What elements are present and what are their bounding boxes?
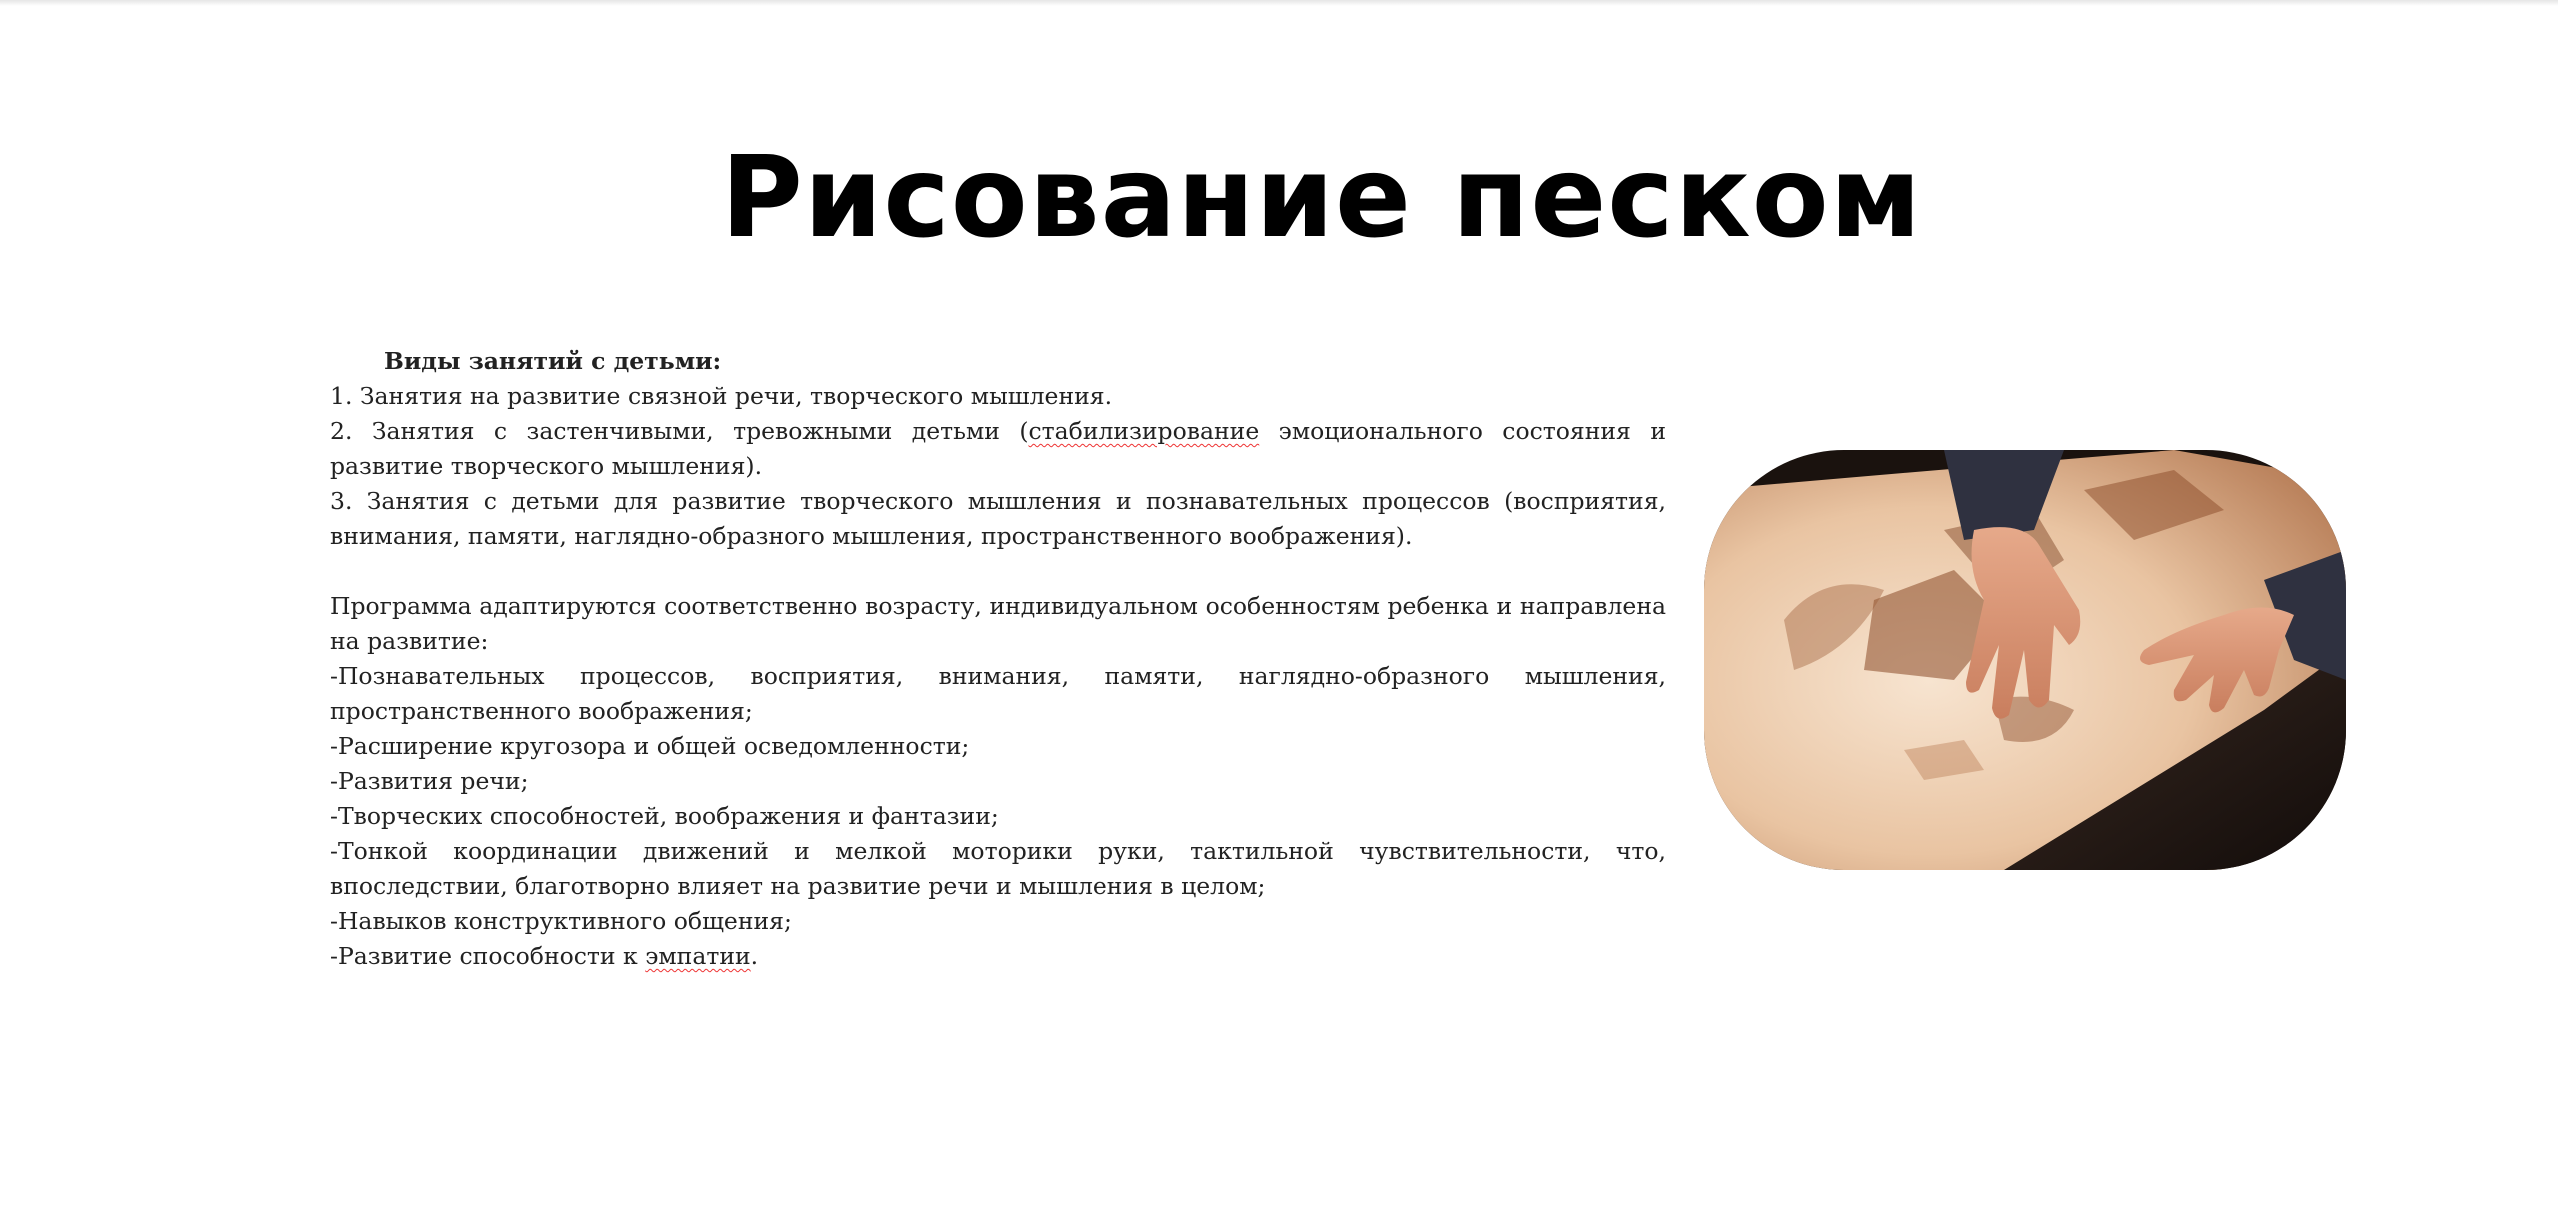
activity-item-3: 3. Занятия с детьми для развитие творческого мышления и познавательных процессов (восприятия, внимания, памяти, наглядно-образного мышления, пространственного воображения).	[330, 487, 1666, 550]
paragraph-spacer	[330, 554, 1666, 589]
program-intro: Программа адаптируются соответственно возрасту, индивидуальном особенностям ребенка и направлена на развитие:	[330, 592, 1666, 655]
program-line-7-start: -Развитие способности к	[330, 942, 646, 970]
activity-item-2-end: эмоционального состояния и развитие творческого мышления).	[330, 417, 1666, 480]
program-line-7	[330, 939, 1666, 974]
program-line-7-end: .	[750, 942, 759, 970]
misspelled-word[interactable]: стабилизирование	[1028, 417, 1260, 445]
program-line-4: -Творческих способностей, воображения и фантазии;	[330, 802, 999, 830]
body-text[interactable]	[330, 344, 1666, 974]
misspelled-word[interactable]: эмпатии	[645, 942, 751, 970]
program-line-6: -Навыков конструктивного общения;	[330, 907, 792, 935]
activity-item-1: 1. Занятия на развитие связной речи, творческого мышления.	[330, 382, 1113, 410]
program-line-5: -Тонкой координации движений и мелкой моторики руки, тактильной чувствительности, что, впоследствии, благотворно влияет на развитие речи и мышления в целом;	[330, 837, 1666, 900]
activity-item-2	[330, 414, 1666, 484]
toolbar-shadow	[0, 0, 2558, 6]
activity-item-2-start: 2. Занятия с застенчивыми, тревожными детьми (	[330, 417, 1029, 445]
program-line-2: -Расширение кругозора и общей осведомленности;	[330, 732, 970, 760]
activities-heading: Виды занятий с детьми:	[384, 347, 722, 375]
page-title: Рисование песком	[720, 133, 1923, 263]
sand-table-illustration	[1704, 450, 2346, 870]
program-line-1: -Познавательных процессов, восприятия, внимания, памяти, наглядно-образного мышления, пространственного воображения;	[330, 662, 1666, 725]
sand-drawing-photo[interactable]	[1704, 450, 2346, 870]
program-line-3: -Развития речи;	[330, 767, 529, 795]
